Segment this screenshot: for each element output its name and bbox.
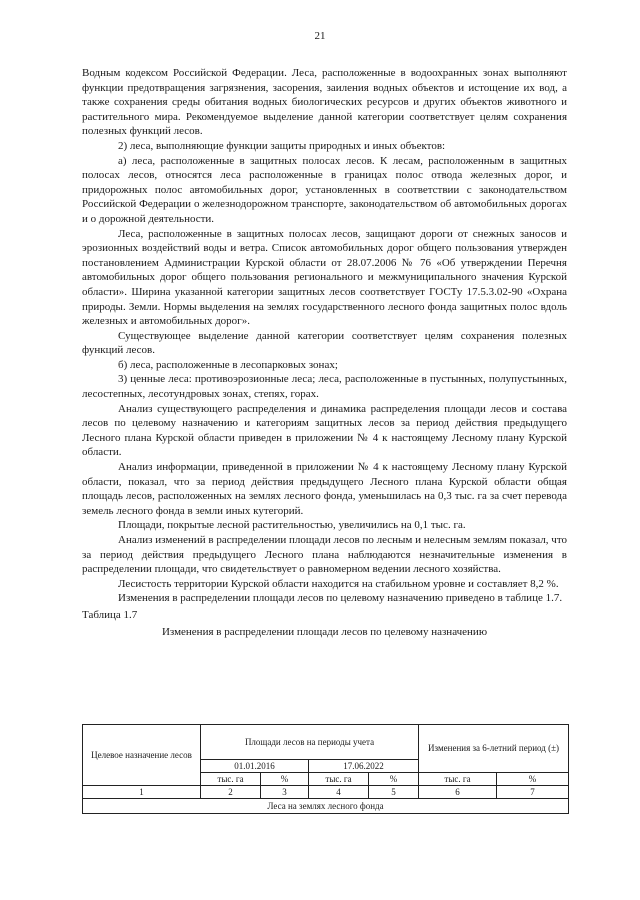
paragraph: Анализ существующего распределения и динамика распределения площади лесов и состава лесов по целевому назначению и категориям защитных лесов за период действия предыдущего Лесного плана Курской области приведен в приложении № 4 к настоящему Лесному плану Курской области. — [82, 402, 567, 459]
header-date-2016: 01.01.2016 — [201, 760, 309, 773]
paragraph: а) леса, расположенные в защитных полосах лесов. К лесам, расположенным в защитных полосах лесов, относятся леса расположенные в границах полос отвода железных дорог, и придорожных полос автомобильных дорог, установленных в соответствии с законодательством Российской Федерации о железнодорожном транспорте, законодательством об автомобильных дорогах и о дорожной деятельности. — [82, 154, 567, 225]
unit-ha: тыс. га — [201, 773, 261, 786]
header-date-2022: 17.06.2022 — [309, 760, 419, 773]
header-change: Изменения за 6-летний период (±) — [419, 725, 569, 773]
table-number: Таблица 1.7 — [82, 608, 138, 621]
header-periods: Площади лесов на периоды учета — [201, 725, 419, 760]
paragraph: Анализ изменений в распределении площади лесов по лесным и нелесным землям показал, что за период действия предыдущего Лесного плана наблюдаются незначительные изменения в распределении площади, что свидетельствует о равномерном ведении лесного хозяйства. — [82, 534, 567, 576]
header-purpose: Целевое назначение лесов — [83, 725, 201, 786]
column-number: 3 — [261, 786, 309, 799]
column-number: 2 — [201, 786, 261, 799]
paragraph: 3) ценные леса: противоэрозионные леса; леса, расположенные в пустынных, полупустынных, лесостепных, лесотундровых зонах, степях, горах. — [82, 373, 567, 401]
paragraph: Леса, расположенные в защитных полосах лесов, защищают дороги от снежных заносов и эрозионных воздействий воды и ветра. Список автомобильных дорог общего пользования утвержден постановлением Администрации Курской области от 28.07.2006 № 76 «Об утверждении Перечня автомобильных дорог общего пользования регионального и межмуниципального значения Курской области». Ширина указанной категории защитных лесов соответствует ГОСТу 17.5.3.02-90 «Охрана природы. Земли. Нормы выделения на землях государственного лесного фонда защитных полос вдоль железных и автомобильных дорог». — [82, 227, 567, 328]
unit-pct: % — [261, 773, 309, 786]
unit-ha: тыс. га — [419, 773, 497, 786]
paragraph: Площади, покрытые лесной растительностью, увеличились на 0,1 тыс. га. — [118, 519, 466, 532]
paragraph: Водным кодексом Российской Федерации. Леса, расположенные в водоохранных зонах выполняют функции предотвращения загрязнения, засорения, заиления водных объектов и истощение их вод, а также сохранения среды обитания водных биологических ресурсов и других объектов животного и растительного мира. Рекомендуемое выделение данной категории соответствует целям сохранения полезных функций лесов. — [82, 67, 567, 138]
column-number: 6 — [419, 786, 497, 799]
unit-ha: тыс. га — [309, 773, 369, 786]
unit-pct: % — [369, 773, 419, 786]
unit-pct: % — [497, 773, 569, 786]
paragraph: Анализ информации, приведенной в приложении № 4 к настоящему Лесному плану Курской области, показал, что за период действия предыдущего Лесного плана Курской области общая площадь лесов, расположенных на землях лесного фонда, уменьшилась на 0,3 тыс. га за счет перевода земель лесного фонда в земли иных кутегорий. — [82, 461, 567, 517]
forest-area-table — [82, 724, 569, 814]
column-number: 5 — [369, 786, 419, 799]
document-body — [82, 66, 567, 639]
paragraph: Существующее выделение данной категории соответствует целям сохранения полезных функций лесов. — [82, 329, 567, 357]
table-caption: Изменения в распределении площади лесов по целевому назначению — [161, 625, 488, 638]
paragraph: б) леса, расположенные в лесопарковых зонах; — [118, 358, 338, 371]
section-row: Леса на землях лесного фонда — [83, 799, 569, 814]
paragraph: Изменения в распределении площади лесов по целевому назначению приведено в таблице 1.7. — [118, 592, 563, 605]
column-number: 4 — [309, 786, 369, 799]
paragraph: Лесистость территории Курской области находится на стабильном уровне и составляет 8,2 %. — [118, 577, 559, 590]
column-number: 7 — [497, 786, 569, 799]
page-number: 21 — [314, 30, 326, 42]
paragraph: 2) леса, выполняющие функции защиты природных и иных объектов: — [118, 139, 446, 152]
column-number: 1 — [83, 786, 201, 799]
